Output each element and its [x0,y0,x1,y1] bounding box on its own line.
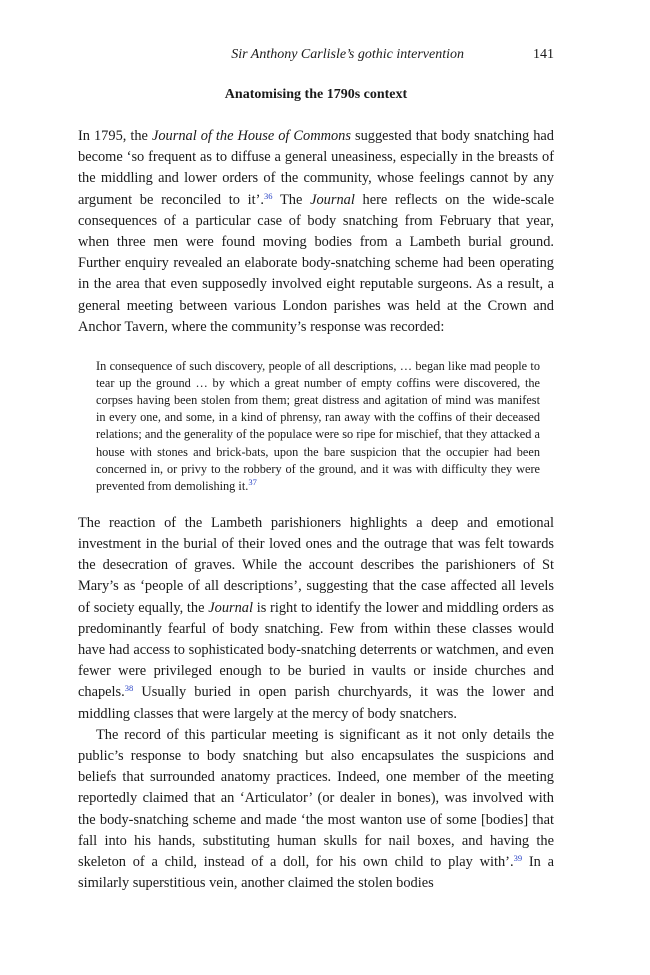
para1-text-4: here reflects on the wide-scale consequences of a particular case of body snatching from February that year, when three men were found moving bodies from a Lambeth burial ground. Further enquiry revealed an elaborate body-snatching scheme had been operating in the area that even supposedly involved eight reputable surgeons. As a result, a general meeting between various London parishes was held at the Crown and Anchor Tavern, where the community’s response was recorded: [78,191,555,335]
para3-text-1: The record of this particular meeting is significant as it not only details the public’s response to body snatching but also encapsulates the suspicions and beliefs that surrounded anatomy practices. Indeed, one member of the meeting reportedly claimed that an ‘Articulator’ (or dealer in bones), was involved with the body-snatching scheme and made ‘the most wanton use of some [bodies] that fall into his hands, substituting human skulls for nail boxes, and having the skeleton of a child, instead of a doll, for his own child to play with’. [78,726,554,871]
block-quote [96,358,540,495]
para2-text-2: is right to identify the lower and middling orders as predominantly fearful of body snatching. Few from within these classes would have had access to sophisticated body-snatching deterrents or watchmen, and even fewer were privileged enough to be buried in vaults or inside churches and chapels. [78,599,554,701]
para1-text-3: The [272,191,311,208]
para2-text-3: Usually buried in open parish churchyards, it was the lower and middling classes that were largely at the mercy of body snatchers. [78,684,554,722]
para1-text-2: suggested that body snatching had become ‘so frequent as to diffuse a general uneasiness, especially in the breasts of the middling and lower orders of the community, whose feelings cannot by any argument be reconciled to it’. [78,128,554,208]
page-number: 141 [533,47,554,62]
footnote-ref-37[interactable]: 37 [248,476,257,487]
paragraph-2 [78,513,554,725]
running-head-title: Sir Anthony Carlisle’s gothic intervention [231,47,464,62]
quote-text: In consequence of such discovery, people of all descriptions, … began like mad people to tear up the ground … by which a great number of empty coffins were discovered, the corpses having been stolen from them; great distress and agitation of mind was manifest in every one, and some, in a kind of phrensy, ran away with the coffins of their deceased relations; and the generality of the populace were so ripe for mischief, that they attacked a house with stones and brick-bats, upon the bare suspicion that the occupier had been concerned in, or privy to the robbery of the ground, and it was with difficulty they were prevented from demolishing it. [96,359,540,493]
footnote-ref-36[interactable]: 36 [264,190,273,201]
para2-text-1: The reaction of the Lambeth parishioners highlights a deep and emotional investment in the burial of their loved ones and the outrage that was felt towards the desecration of graves. While the account describes the parishioners of St Mary’s as ‘people of all descriptions’, suggesting that the case affected all levels of society equally, the [78,514,554,616]
journal-full-title: Journal of the House of Commons [151,128,351,144]
footnote-ref-39[interactable]: 39 [513,853,523,864]
journal-title: Journal [208,599,254,616]
paragraph-3 [78,725,554,895]
journal-title: Journal [310,191,355,208]
para3-text-2: In a similarly superstitious vein, another claimed the stolen bodies [78,854,554,892]
section-title: Anatomising the 1790s context [224,87,408,102]
running-head [78,44,554,66]
page [78,44,554,894]
paragraph-1 [78,126,554,338]
footnote-ref-38[interactable]: 38 [124,683,134,694]
para1-text-1: In 1795, the [78,128,152,144]
